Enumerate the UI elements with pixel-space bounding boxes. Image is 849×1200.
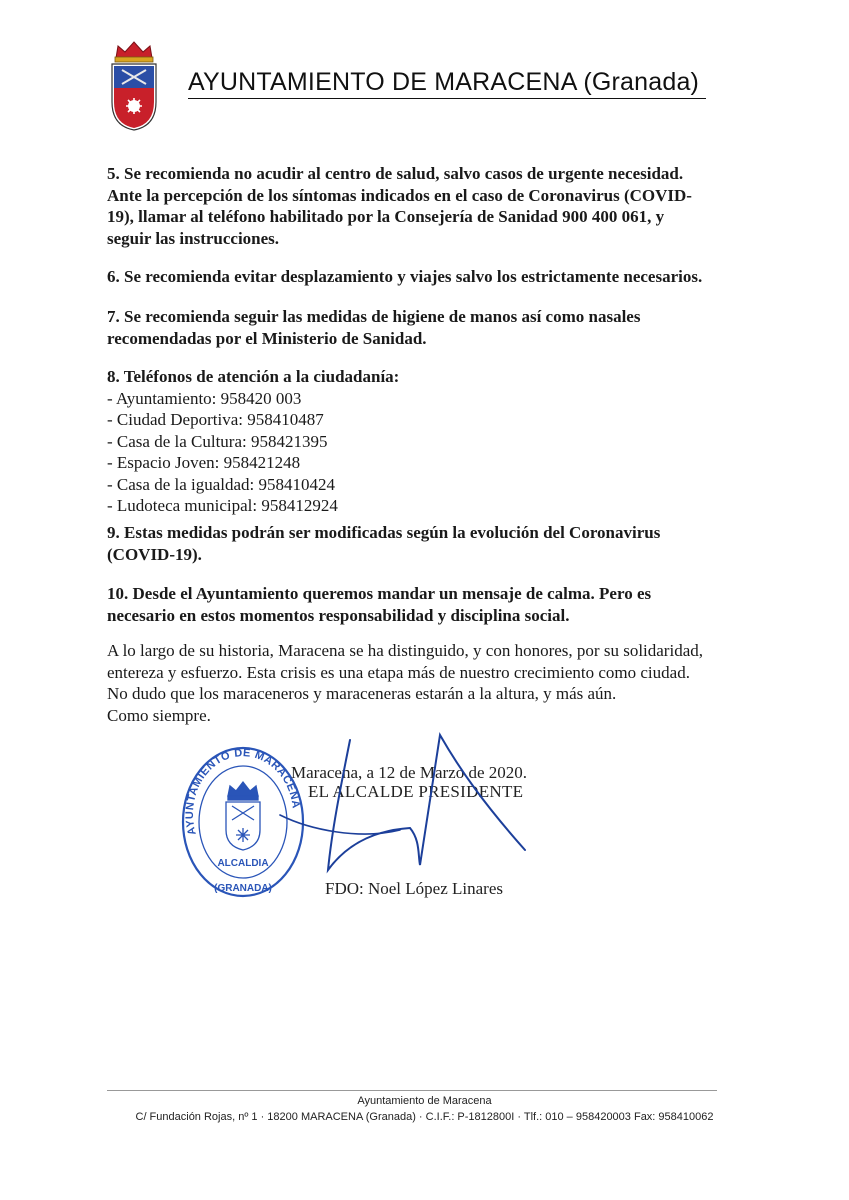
seal-crest-icon xyxy=(226,782,260,850)
item-5-line: 19), llamar al teléfono habilitado por la Consejería de Sanidad 900 400 061, y xyxy=(107,207,665,226)
item-7-line: recomendadas por el Ministerio de Sanidad. xyxy=(107,328,427,348)
item-9-line: (COVID-19). xyxy=(107,544,202,564)
footer-address: C/ Fundación Rojas, nº 1 · 18200 MARACENA (Granada) · C.I.F.: P-1812800I · Tlf.: 010 – 958420003 Fax: 958410062 xyxy=(135,1111,714,1123)
item-10-line: necesario en estos momentos responsabilidad y disciplina social. xyxy=(107,605,570,625)
phone-list-item: - Espacio Joven: 958421248 xyxy=(107,453,301,472)
item-8-heading: 8. Teléfonos de atención a la ciudadanía: xyxy=(107,367,400,386)
page-title: AYUNTAMIENTO DE MARACENA (Granada) xyxy=(188,68,700,96)
phone-list-item: - Ludoteca municipal: 958412924 xyxy=(107,496,338,515)
item-5-line: Ante la percepción de los síntomas indicados en el caso de Coronavirus (COVID- xyxy=(107,185,692,205)
item-6 xyxy=(107,266,727,288)
seal-bottom-text: (GRANADA) xyxy=(214,883,272,894)
closing-line: A lo largo de su historia, Maracena se ha distinguido, y con honores, por su solidaridad, xyxy=(107,641,703,660)
item-5-line: 5. Se recomienda no acudir al centro de salud, salvo casos de urgente necesidad. xyxy=(107,164,684,183)
signature-name: FDO: Noel López Linares xyxy=(325,879,503,898)
phone-list-item: - Ayuntamiento: 958420 003 xyxy=(107,388,302,408)
seal-ring-text: AYUNTAMIENTO DE MARACENA xyxy=(183,747,302,837)
item-10 xyxy=(107,583,727,626)
closing-paragraph xyxy=(107,640,727,726)
item-5-line: seguir las instrucciones. xyxy=(107,228,280,248)
item-6-line: 6. Se recomienda evitar desplazamiento y viajes salvo los estrictamente necesarios. xyxy=(107,267,703,286)
seal-center-text: ALCALDIA xyxy=(217,858,269,869)
closing-line: No dudo que los maraceneros y maraceneras estarán a la altura, y más aún. xyxy=(107,684,617,703)
title-underline xyxy=(188,98,706,99)
phone-list-item: - Ciudad Deportiva: 958410487 xyxy=(107,410,324,429)
item-8 xyxy=(107,366,727,517)
municipal-crest-icon xyxy=(108,40,160,132)
item-10-line: 10. Desde el Ayuntamiento queremos mandar un mensaje de calma. Pero es xyxy=(107,584,652,603)
item-7 xyxy=(107,306,727,349)
item-7-line: 7. Se recomienda seguir las medidas de higiene de manos así como nasales xyxy=(107,307,641,326)
signature-place-date: Maracena, a 12 de Marzo de 2020. xyxy=(291,763,528,782)
phone-list-item: - Casa de la Cultura: 958421395 xyxy=(107,431,328,451)
closing-line: entereza y esfuerzo. Esta crisis es una etapa más de nuestro crecimiento como ciudad. xyxy=(107,662,690,682)
footer-organization: Ayuntamiento de Maracena xyxy=(357,1095,492,1107)
item-9 xyxy=(107,522,727,565)
footer-divider xyxy=(107,1090,717,1091)
closing-line: Como siempre. xyxy=(107,705,211,725)
item-5 xyxy=(107,163,727,249)
signature-role: EL ALCALDE PRESIDENTE xyxy=(308,782,524,801)
phone-list-item: - Casa de la igualdad: 958410424 xyxy=(107,474,336,494)
handwritten-signature xyxy=(270,730,540,880)
item-9-line: 9. Estas medidas podrán ser modificadas según la evolución del Coronavirus xyxy=(107,523,661,542)
